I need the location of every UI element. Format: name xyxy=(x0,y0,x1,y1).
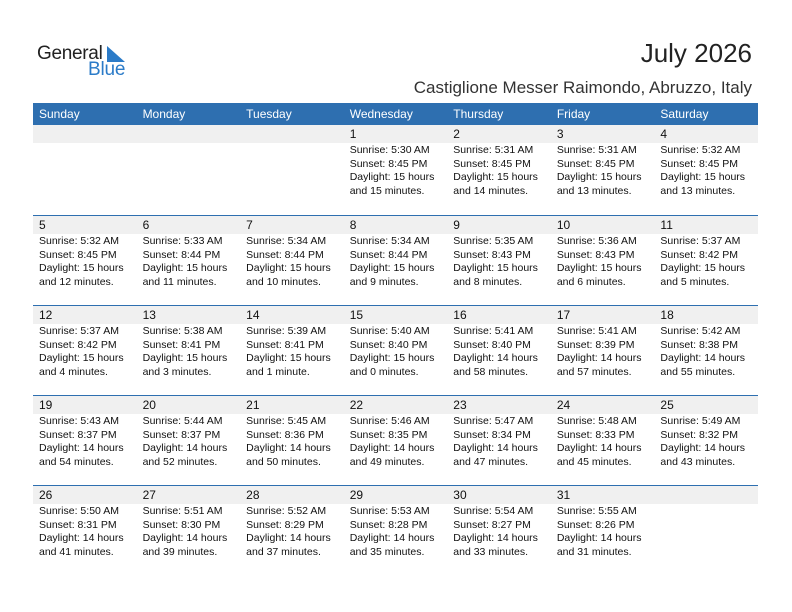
day-number: 12 xyxy=(39,308,53,322)
daylight-text: Daylight: 15 hours xyxy=(39,352,124,364)
minutes-text: and 11 minutes. xyxy=(142,275,217,288)
sunrise-text: Sunrise: 5:46 AM xyxy=(349,415,430,427)
sunrise-text: Sunrise: 5:47 AM xyxy=(453,415,534,427)
minutes-text: and 43 minutes. xyxy=(660,455,736,468)
sunrise-text: Sunrise: 5:48 AM xyxy=(556,415,637,427)
sunset-text: Sunset: 8:44 PM xyxy=(349,248,428,261)
day-number: 18 xyxy=(660,308,674,322)
daylight-text: Daylight: 15 hours xyxy=(246,262,331,274)
sunrise-text: Sunrise: 5:41 AM xyxy=(556,325,637,337)
day-number: 11 xyxy=(660,218,673,232)
minutes-text: and 39 minutes. xyxy=(142,545,218,558)
daylight-text: Daylight: 14 hours xyxy=(349,532,435,544)
day-number: 14 xyxy=(246,308,260,322)
daylight-text: Daylight: 15 hours xyxy=(349,171,435,183)
day-cell xyxy=(240,234,344,289)
weekday-sunday: Sunday xyxy=(39,107,80,121)
week-row xyxy=(33,485,758,575)
sunset-text: Sunset: 8:28 PM xyxy=(349,518,428,531)
sunset-text: Sunset: 8:42 PM xyxy=(660,248,739,261)
sunrise-text: Sunrise: 5:31 AM xyxy=(556,144,637,156)
minutes-text: and 13 minutes. xyxy=(660,184,736,197)
day-cell xyxy=(654,143,758,198)
day-number: 16 xyxy=(453,308,467,322)
day-cell xyxy=(654,324,758,379)
sunrise-text: Sunrise: 5:42 AM xyxy=(660,325,741,337)
day-number: 20 xyxy=(142,398,156,412)
day-number: 30 xyxy=(453,488,467,502)
sunset-text: Sunset: 8:45 PM xyxy=(453,157,531,170)
sunset-text: Sunset: 8:36 PM xyxy=(246,428,324,441)
sunrise-text: Sunrise: 5:53 AM xyxy=(349,505,430,517)
weekday-thursday: Thursday xyxy=(453,107,504,121)
day-number: 10 xyxy=(556,218,571,232)
sunrise-text: Sunrise: 5:32 AM xyxy=(660,144,741,156)
day-number: 2 xyxy=(453,127,460,141)
day-cell xyxy=(33,324,137,379)
day-number: 17 xyxy=(556,308,571,322)
day-cell xyxy=(240,143,344,198)
daylight-text: Daylight: 15 hours xyxy=(453,262,538,274)
minutes-text: and 57 minutes. xyxy=(556,365,632,378)
sunset-text: Sunset: 8:35 PM xyxy=(349,428,428,441)
sunrise-text: Sunrise: 5:37 AM xyxy=(660,235,741,247)
sunset-text: Sunset: 8:37 PM xyxy=(142,428,221,441)
date-number-row xyxy=(33,486,758,504)
logo-word-general: General xyxy=(37,43,103,64)
daylight-text: Daylight: 14 hours xyxy=(246,442,331,454)
day-number: 29 xyxy=(349,488,364,502)
daylight-text: Daylight: 14 hours xyxy=(660,352,746,364)
sunrise-text: Sunrise: 5:38 AM xyxy=(142,325,223,337)
day-number: 23 xyxy=(453,398,467,412)
minutes-text: and 3 minutes. xyxy=(142,365,212,378)
day-cell xyxy=(654,234,758,289)
minutes-text: and 4 minutes. xyxy=(39,365,108,378)
sunset-text: Sunset: 8:45 PM xyxy=(349,157,428,170)
daylight-text: Daylight: 15 hours xyxy=(660,171,746,183)
day-info-row xyxy=(33,324,758,379)
day-number: 19 xyxy=(39,398,53,412)
sunset-text: Sunset: 8:43 PM xyxy=(453,248,531,261)
sunrise-text: Sunrise: 5:51 AM xyxy=(142,505,223,517)
sunrise-text: Sunrise: 5:34 AM xyxy=(246,235,327,247)
daylight-text: Daylight: 15 hours xyxy=(349,262,435,274)
day-number: 3 xyxy=(556,127,564,141)
minutes-text: and 50 minutes. xyxy=(246,455,321,468)
sunset-text: Sunset: 8:41 PM xyxy=(246,338,324,351)
week-row xyxy=(33,395,758,485)
day-cell xyxy=(447,414,551,469)
day-number xyxy=(33,125,137,143)
minutes-text: and 0 minutes. xyxy=(349,365,419,378)
sunset-text: Sunset: 8:26 PM xyxy=(556,518,635,531)
generalblue-logo xyxy=(37,43,137,83)
sunset-text: Sunset: 8:27 PM xyxy=(453,518,531,531)
day-number xyxy=(654,486,758,504)
day-number: 21 xyxy=(246,398,260,412)
minutes-text: and 47 minutes. xyxy=(453,455,528,468)
day-cell xyxy=(447,324,551,379)
sunset-text: Sunset: 8:38 PM xyxy=(660,338,739,351)
daylight-text: Daylight: 15 hours xyxy=(660,262,746,274)
location-subtitle: Castiglione Messer Raimondo, Abruzzo, Italy xyxy=(413,78,752,97)
daylight-text: Daylight: 14 hours xyxy=(556,532,642,544)
day-number: 6 xyxy=(142,218,150,232)
sunrise-text: Sunrise: 5:40 AM xyxy=(349,325,430,337)
day-number: 5 xyxy=(39,218,46,232)
sunrise-text: Sunrise: 5:50 AM xyxy=(39,505,119,517)
day-number: 13 xyxy=(142,308,156,322)
sunset-text: Sunset: 8:34 PM xyxy=(453,428,531,441)
sunrise-text: Sunrise: 5:43 AM xyxy=(39,415,119,427)
day-number xyxy=(137,125,241,143)
daylight-text: Daylight: 14 hours xyxy=(39,442,124,454)
sunset-text: Sunset: 8:44 PM xyxy=(246,248,324,261)
minutes-text: and 54 minutes. xyxy=(39,455,114,468)
daylight-text: Daylight: 14 hours xyxy=(556,442,642,454)
sunset-text: Sunset: 8:37 PM xyxy=(39,428,117,441)
daylight-text: Daylight: 15 hours xyxy=(556,171,642,183)
day-cell xyxy=(654,414,758,469)
week-row xyxy=(33,125,758,215)
daylight-text: Daylight: 15 hours xyxy=(246,352,331,364)
day-cell xyxy=(447,504,551,559)
day-number: 31 xyxy=(556,488,571,502)
day-cell xyxy=(447,143,551,198)
day-cell xyxy=(137,143,241,198)
sunrise-text: Sunrise: 5:49 AM xyxy=(660,415,741,427)
minutes-text: and 45 minutes. xyxy=(556,455,632,468)
day-info-row xyxy=(33,234,758,289)
daylight-text: Daylight: 14 hours xyxy=(453,532,538,544)
day-cell xyxy=(344,504,448,559)
daylight-text: Daylight: 14 hours xyxy=(453,442,538,454)
day-cell xyxy=(551,414,655,469)
minutes-text: and 12 minutes. xyxy=(39,275,114,288)
day-cell xyxy=(33,504,137,559)
day-cell xyxy=(344,414,448,469)
sunset-text: Sunset: 8:33 PM xyxy=(556,428,635,441)
minutes-text: and 5 minutes. xyxy=(660,275,730,288)
sunset-text: Sunset: 8:45 PM xyxy=(39,248,117,261)
sunset-text: Sunset: 8:32 PM xyxy=(660,428,739,441)
minutes-text: and 52 minutes. xyxy=(142,455,218,468)
daylight-text: Daylight: 14 hours xyxy=(142,532,228,544)
sunrise-text: Sunrise: 5:39 AM xyxy=(246,325,327,337)
daylight-text: Daylight: 15 hours xyxy=(142,352,228,364)
day-number: 9 xyxy=(453,218,460,232)
date-number-row xyxy=(33,125,758,143)
minutes-text: and 58 minutes. xyxy=(453,365,528,378)
sunrise-text: Sunrise: 5:45 AM xyxy=(246,415,327,427)
day-cell xyxy=(344,143,448,198)
minutes-text: and 13 minutes. xyxy=(556,184,632,197)
sunset-text: Sunset: 8:40 PM xyxy=(349,338,428,351)
calendar-grid xyxy=(33,103,758,575)
sunset-text: Sunset: 8:30 PM xyxy=(142,518,221,531)
sunset-text: Sunset: 8:41 PM xyxy=(142,338,221,351)
minutes-text: and 37 minutes. xyxy=(246,545,321,558)
sunrise-text: Sunrise: 5:55 AM xyxy=(556,505,637,517)
daylight-text: Daylight: 15 hours xyxy=(142,262,228,274)
daylight-text: Daylight: 15 hours xyxy=(39,262,124,274)
date-number-row xyxy=(33,396,758,414)
minutes-text: and 33 minutes. xyxy=(453,545,528,558)
minutes-text: and 14 minutes. xyxy=(453,184,528,197)
minutes-text: and 10 minutes. xyxy=(246,275,321,288)
weekday-friday: Friday xyxy=(556,107,591,121)
sunset-text: Sunset: 8:43 PM xyxy=(556,248,635,261)
sunrise-text: Sunrise: 5:32 AM xyxy=(39,235,119,247)
sunrise-text: Sunrise: 5:34 AM xyxy=(349,235,430,247)
sunset-text: Sunset: 8:39 PM xyxy=(556,338,635,351)
day-number: 25 xyxy=(660,398,674,412)
day-cell xyxy=(344,234,448,289)
day-number: 24 xyxy=(556,398,571,412)
day-info-row xyxy=(33,504,758,559)
day-cell xyxy=(33,234,137,289)
weekday-saturday: Saturday xyxy=(660,107,709,121)
day-info-row xyxy=(33,414,758,469)
day-cell xyxy=(551,234,655,289)
day-number: 8 xyxy=(349,218,357,232)
sunset-text: Sunset: 8:40 PM xyxy=(453,338,531,351)
day-cell xyxy=(551,324,655,379)
sunrise-text: Sunrise: 5:33 AM xyxy=(142,235,223,247)
weekday-tuesday: Tuesday xyxy=(246,107,292,121)
day-number: 7 xyxy=(246,218,253,232)
sunset-text: Sunset: 8:44 PM xyxy=(142,248,221,261)
sunset-text: Sunset: 8:29 PM xyxy=(246,518,324,531)
day-number: 27 xyxy=(142,488,156,502)
daylight-text: Daylight: 14 hours xyxy=(453,352,538,364)
daylight-text: Daylight: 15 hours xyxy=(453,171,538,183)
minutes-text: and 35 minutes. xyxy=(349,545,425,558)
sunrise-text: Sunrise: 5:37 AM xyxy=(39,325,119,337)
day-cell xyxy=(240,324,344,379)
day-cell xyxy=(551,143,655,198)
minutes-text: and 9 minutes. xyxy=(349,275,419,288)
sunrise-text: Sunrise: 5:35 AM xyxy=(453,235,534,247)
sunset-text: Sunset: 8:45 PM xyxy=(660,157,739,170)
day-number: 28 xyxy=(246,488,260,502)
sunset-text: Sunset: 8:31 PM xyxy=(39,518,117,531)
sunrise-text: Sunrise: 5:36 AM xyxy=(556,235,637,247)
day-cell xyxy=(551,504,655,559)
minutes-text: and 6 minutes. xyxy=(556,275,626,288)
sunrise-text: Sunrise: 5:31 AM xyxy=(453,144,534,156)
day-number: 4 xyxy=(660,127,668,141)
daylight-text: Daylight: 14 hours xyxy=(142,442,228,454)
minutes-text: and 31 minutes. xyxy=(556,545,632,558)
day-number: 1 xyxy=(349,127,357,141)
daylight-text: Daylight: 15 hours xyxy=(556,262,642,274)
minutes-text: and 41 minutes. xyxy=(39,545,114,558)
week-row xyxy=(33,305,758,395)
logo-word-blue: Blue xyxy=(88,59,126,80)
daylight-text: Daylight: 14 hours xyxy=(556,352,642,364)
weekday-wednesday: Wednesday xyxy=(349,107,413,121)
day-cell xyxy=(137,414,241,469)
page-title: July 2026 xyxy=(640,38,752,68)
day-cell xyxy=(33,414,137,469)
day-cell xyxy=(33,143,137,198)
sunrise-text: Sunrise: 5:41 AM xyxy=(453,325,534,337)
sunrise-text: Sunrise: 5:54 AM xyxy=(453,505,534,517)
day-cell xyxy=(137,234,241,289)
minutes-text: and 8 minutes. xyxy=(453,275,523,288)
weekday-monday: Monday xyxy=(142,107,186,121)
daylight-text: Daylight: 14 hours xyxy=(39,532,124,544)
minutes-text: and 1 minute. xyxy=(246,365,310,378)
daylight-text: Daylight: 15 hours xyxy=(349,352,435,364)
day-cell xyxy=(137,324,241,379)
sunrise-text: Sunrise: 5:52 AM xyxy=(246,505,327,517)
day-cell xyxy=(654,504,758,559)
day-cell xyxy=(137,504,241,559)
day-info-row xyxy=(33,143,758,198)
week-row xyxy=(33,215,758,305)
minutes-text: and 15 minutes. xyxy=(349,184,425,197)
day-number: 26 xyxy=(39,488,53,502)
daylight-text: Daylight: 14 hours xyxy=(246,532,331,544)
day-cell xyxy=(240,414,344,469)
day-number: 15 xyxy=(349,308,364,322)
daylight-text: Daylight: 14 hours xyxy=(660,442,746,454)
day-cell xyxy=(447,234,551,289)
weekday-header-row xyxy=(33,103,758,125)
daylight-text: Daylight: 14 hours xyxy=(349,442,435,454)
sunset-text: Sunset: 8:45 PM xyxy=(556,157,635,170)
minutes-text: and 55 minutes. xyxy=(660,365,736,378)
day-cell xyxy=(240,504,344,559)
date-number-row xyxy=(33,306,758,324)
date-number-row xyxy=(33,216,758,234)
minutes-text: and 49 minutes. xyxy=(349,455,425,468)
day-number: 22 xyxy=(349,398,364,412)
sunrise-text: Sunrise: 5:30 AM xyxy=(349,144,430,156)
day-cell xyxy=(344,324,448,379)
sunset-text: Sunset: 8:42 PM xyxy=(39,338,117,351)
day-number xyxy=(240,125,344,143)
sunrise-text: Sunrise: 5:44 AM xyxy=(142,415,223,427)
